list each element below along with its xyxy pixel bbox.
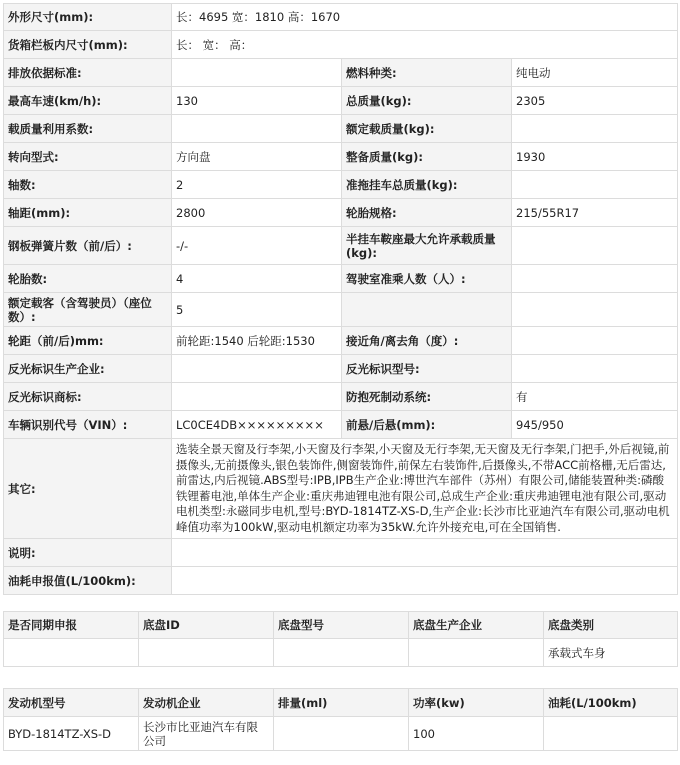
spec-value-right — [512, 171, 678, 199]
spec-row — [4, 411, 678, 439]
spec-row — [4, 265, 678, 293]
spec-value-left — [172, 355, 342, 383]
spec-value-left: 前轮距:1540 后轮距:1530 — [172, 327, 342, 355]
spec-label-right: 轮胎规格: — [342, 199, 512, 227]
spec-label-right: 燃料种类: — [342, 59, 512, 87]
spec-label-right: 前悬/后悬(mm): — [342, 411, 512, 439]
spec-table — [3, 3, 678, 595]
spec-label-left: 转向型式: — [4, 143, 172, 171]
chassis-header-sync: 是否同期申报 — [4, 612, 139, 639]
engine-cell-power: 100 — [409, 717, 544, 751]
spec-label-left: 反光标识生产企业: — [4, 355, 172, 383]
chassis-data-row — [4, 639, 678, 667]
spec-label-left: 反光标识商标: — [4, 383, 172, 411]
engine-header-consumption: 油耗(L/100km) — [544, 689, 678, 717]
chassis-table — [3, 611, 678, 667]
spec-label-right: 驾驶室准乘人数（人）: — [342, 265, 512, 293]
spec-value-right: 有 — [512, 383, 678, 411]
engine-table — [3, 688, 678, 751]
spec-label-left: 额定载客（含驾驶员）（座位数）: — [4, 293, 172, 327]
note-value — [172, 539, 678, 567]
cargo-value: 长： 宽： 高： — [172, 31, 678, 59]
spec-row — [4, 59, 678, 87]
spec-value-right: 2305 — [512, 87, 678, 115]
chassis-cell-type: 承载式车身 — [544, 639, 678, 667]
spec-value-left — [172, 383, 342, 411]
spec-row — [4, 199, 678, 227]
cargo-row — [4, 31, 678, 59]
dims-value: 长：4695 宽：1810 高：1670 — [172, 4, 678, 31]
spec-label-right: 接近角/离去角（度）: — [342, 327, 512, 355]
fuel-row — [4, 567, 678, 595]
note-row — [4, 539, 678, 567]
spec-value-right — [512, 327, 678, 355]
spec-value-left: -/- — [172, 227, 342, 265]
chassis-cell-model — [274, 639, 409, 667]
spec-label-right — [342, 293, 512, 327]
spec-label-left: 车辆识别代号（VIN）: — [4, 411, 172, 439]
spec-row — [4, 143, 678, 171]
dims-row — [4, 4, 678, 31]
chassis-cell-maker — [409, 639, 544, 667]
engine-cell-displacement — [274, 717, 409, 751]
spec-row — [4, 115, 678, 143]
spec-row — [4, 327, 678, 355]
chassis-header-model: 底盘型号 — [274, 612, 409, 639]
dims-label: 外形尺寸(mm): — [4, 4, 172, 31]
spec-label-left: 载质量利用系数: — [4, 115, 172, 143]
engine-header-maker: 发动机企业 — [139, 689, 274, 717]
engine-header-model: 发动机型号 — [4, 689, 139, 717]
spec-value-right — [512, 355, 678, 383]
fuel-value — [172, 567, 678, 595]
other-value: 选装全景天窗及行李架,小天窗及行李架,小天窗及无行李架,无天窗及无行李架,门把手,外后视镜,前摄像头,无前摄像头,银色装饰件,侧窗装饰件,前保左右装饰件,后摄像头,不带ACC前格栅,无后雷达,前雷达,内后视镜.ABS型号:IPB,IPB生产企业:博世汽车部件（苏州）有限公司,储能装置种类:磷酸铁锂蓄电池,单体生产企业:重庆弗迪锂电池有限公司,总成生产企业:重庆弗迪锂电池有限公司,驱动电机类型:永磁同步电机,型号:BYD-1814TZ-XS-D,生产企业:长沙市比亚迪汽车有限公司,驱动电机峰值功率为100kW,驱动电机额定功率为35kW.允许外接充电,可在全国销售. — [172, 439, 678, 539]
spec-value-left: 2800 — [172, 199, 342, 227]
cargo-label: 货箱栏板内尺寸(mm): — [4, 31, 172, 59]
spec-value-right: 纯电动 — [512, 59, 678, 87]
spec-row — [4, 87, 678, 115]
spec-value-left: LC0CE4DB××××××××× — [172, 411, 342, 439]
spec-value-right: 1930 — [512, 143, 678, 171]
spec-label-right: 准拖挂车总质量(kg): — [342, 171, 512, 199]
spec-value-right: 945/950 — [512, 411, 678, 439]
spec-label-right: 额定载质量(kg): — [342, 115, 512, 143]
spec-label-left: 轮胎数: — [4, 265, 172, 293]
spec-label-right: 整备质量(kg): — [342, 143, 512, 171]
other-label: 其它: — [4, 439, 172, 539]
note-label: 说明: — [4, 539, 172, 567]
spec-row — [4, 293, 678, 327]
spec-label-right: 半挂车鞍座最大允许承载质量(kg): — [342, 227, 512, 265]
spec-label-left: 钢板弹簧片数（前/后）: — [4, 227, 172, 265]
chassis-cell-id — [139, 639, 274, 667]
engine-header-power: 功率(kw) — [409, 689, 544, 717]
engine-cell-consumption — [544, 717, 678, 751]
spec-value-left — [172, 59, 342, 87]
engine-cell-model: BYD-1814TZ-XS-D — [4, 717, 139, 751]
spec-value-right: 215/55R17 — [512, 199, 678, 227]
spec-row — [4, 227, 678, 265]
spec-value-right — [512, 227, 678, 265]
fuel-label: 油耗申报值(L/100km): — [4, 567, 172, 595]
chassis-header-maker: 底盘生产企业 — [409, 612, 544, 639]
spec-label-right: 防抱死制动系统: — [342, 383, 512, 411]
chassis-header-id: 底盘ID — [139, 612, 274, 639]
spec-label-right: 总质量(kg): — [342, 87, 512, 115]
chassis-header-row — [4, 612, 678, 639]
engine-cell-maker: 长沙市比亚迪汽车有限公司 — [139, 717, 274, 751]
spec-value-left: 方向盘 — [172, 143, 342, 171]
spec-value-right — [512, 115, 678, 143]
spec-value-right — [512, 265, 678, 293]
spec-label-left: 轮距（前/后)mm: — [4, 327, 172, 355]
engine-data-row — [4, 717, 678, 751]
spec-label-right: 反光标识型号: — [342, 355, 512, 383]
spec-label-left: 轴数: — [4, 171, 172, 199]
chassis-cell-sync — [4, 639, 139, 667]
spec-row — [4, 171, 678, 199]
chassis-header-type: 底盘类别 — [544, 612, 678, 639]
spec-value-left — [172, 115, 342, 143]
spec-label-left: 轴距(mm): — [4, 199, 172, 227]
engine-header-row — [4, 689, 678, 717]
spec-label-left: 排放依据标准: — [4, 59, 172, 87]
spec-row — [4, 355, 678, 383]
spec-value-left: 2 — [172, 171, 342, 199]
spec-value-left: 130 — [172, 87, 342, 115]
spec-value-left: 5 — [172, 293, 342, 327]
other-row — [4, 439, 678, 539]
engine-header-displacement: 排量(ml) — [274, 689, 409, 717]
spec-row — [4, 383, 678, 411]
spec-label-left: 最高车速(km/h): — [4, 87, 172, 115]
spec-value-right — [512, 293, 678, 327]
spec-value-left: 4 — [172, 265, 342, 293]
